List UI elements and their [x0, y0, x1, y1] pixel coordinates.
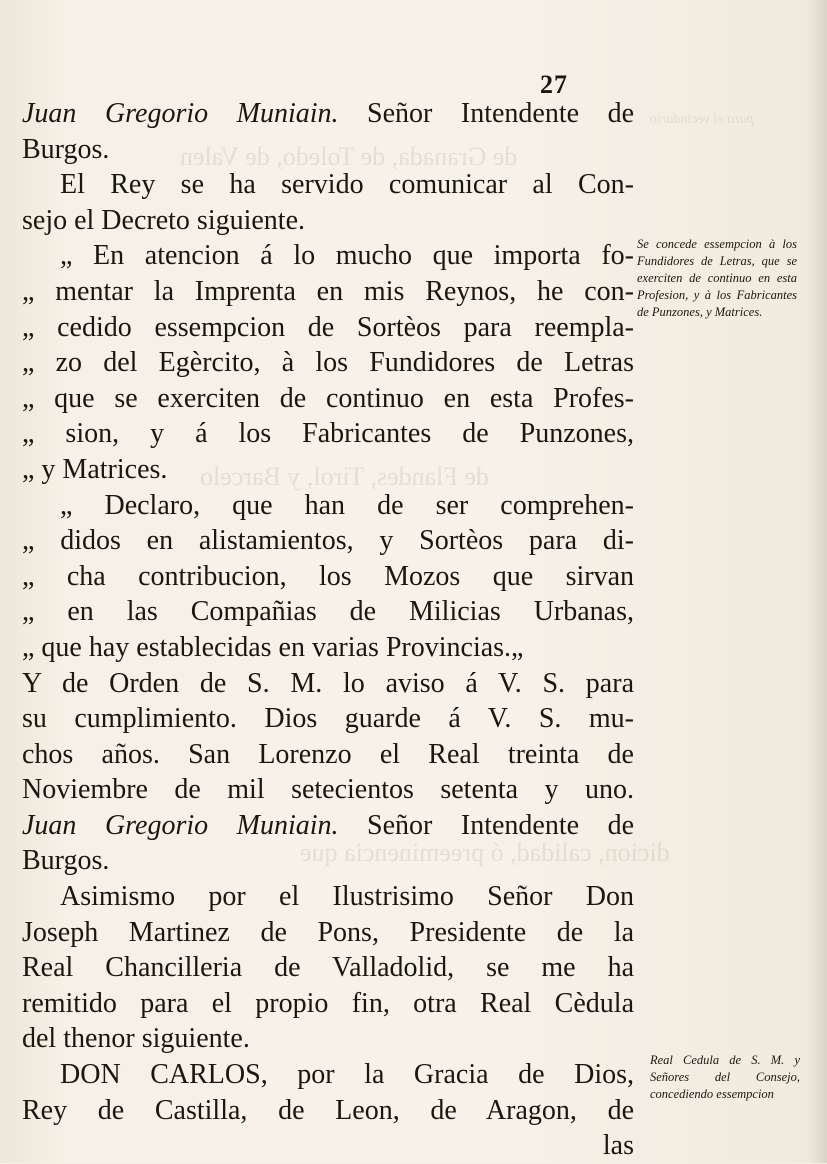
text-line: Burgos.: [22, 845, 110, 877]
text-line: „ didos en alistamientos, y Sortèos para di-: [22, 525, 634, 557]
text-line: Joseph Martinez de Pons, Presidente de la: [22, 916, 634, 948]
text-line: „ mentar la Imprenta en mis Reynos, he con-: [22, 275, 634, 307]
text-line: Noviembre de mil setecientos setenta y uno.: [22, 774, 634, 806]
text-line: El Rey se ha servido comunicar al Con-: [60, 169, 634, 201]
margin-note: Se concede essempcion à los Fundidores de Letras, que se exerciten de continuo en esta Profesion, y à los Fabricantes de Punzones, y Matrices.: [637, 237, 797, 319]
signature-name: Juan Gregorio Muniain.: [22, 809, 339, 841]
signature-name: Juan Gregorio Muniain.: [22, 98, 339, 129]
text-line: „ sion, y á los Fabricantes de Punzones,: [22, 418, 634, 450]
show-through-2: de Flandes, Tirol, y Barcelo: [200, 462, 489, 491]
text-line: „ que se exerciten de continuo en esta Profes-: [22, 382, 634, 414]
catchword: las: [602, 1130, 634, 1162]
text-line: DON CARLOS, por la Gracia de Dios,: [60, 1059, 634, 1091]
text-line: del thenor siguiente.: [22, 1023, 250, 1055]
show-through-3: dicion, calidad, ó preeminencia que: [300, 838, 670, 867]
text-line: „ que hay establecidas en varias Provincias.„: [22, 631, 524, 663]
text-line: remitido para el propio fin, otra Real Cèdula: [22, 987, 634, 1019]
text-line: „ En atencion á lo mucho que importa fo-: [60, 240, 634, 272]
text-line: su cumplimiento. Dios guarde á V. S. mu-: [22, 703, 634, 735]
text-line: „ zo del Egèrcito, à los Fundidores de Letras: [22, 347, 634, 379]
text-line: Real Chancilleria de Valladolid, se me ha: [22, 952, 634, 984]
text-line: Asimismo por el Ilustrisimo Señor Don: [60, 881, 634, 913]
text-line: Juan Gregorio Muniain. Señor Intendente de: [22, 98, 634, 129]
page-number: 27: [540, 70, 568, 99]
text-line: Burgos.: [22, 133, 110, 165]
text-line: Rey de Castilla, de Leon, de Aragon, de: [22, 1094, 634, 1126]
show-through-1: de Granada, de Toledo, de Valen: [180, 142, 518, 171]
text-line: „ cedido essempcion de Sortèos para reempla-: [22, 311, 634, 343]
text-line: Y de Orden de S. M. lo aviso á V. S. para: [22, 667, 634, 699]
show-through-4: para el vecindario: [650, 112, 754, 127]
text-line: „ Declaro, que han de ser comprehen-: [60, 489, 634, 521]
text-line: chos años. San Lorenzo el Real treinta de: [22, 738, 634, 770]
margin-note: Real Cedula de S. M. y Señores del Consejo, concediendo essempcion: [650, 1053, 800, 1101]
text-line: „ y Matrices.: [22, 453, 168, 485]
text-line: „ cha contribucion, los Mozos que sirvan: [22, 560, 634, 592]
text-line: „ en las Compañias de Milicias Urbanas,: [22, 596, 634, 628]
text-line: Juan Gregorio Muniain. Señor Intendente de: [22, 809, 634, 841]
text-line: sejo el Decreto siguiente.: [22, 204, 306, 236]
page-edge-shadow: [807, 0, 827, 1163]
body-text: [22, 96, 634, 1164]
